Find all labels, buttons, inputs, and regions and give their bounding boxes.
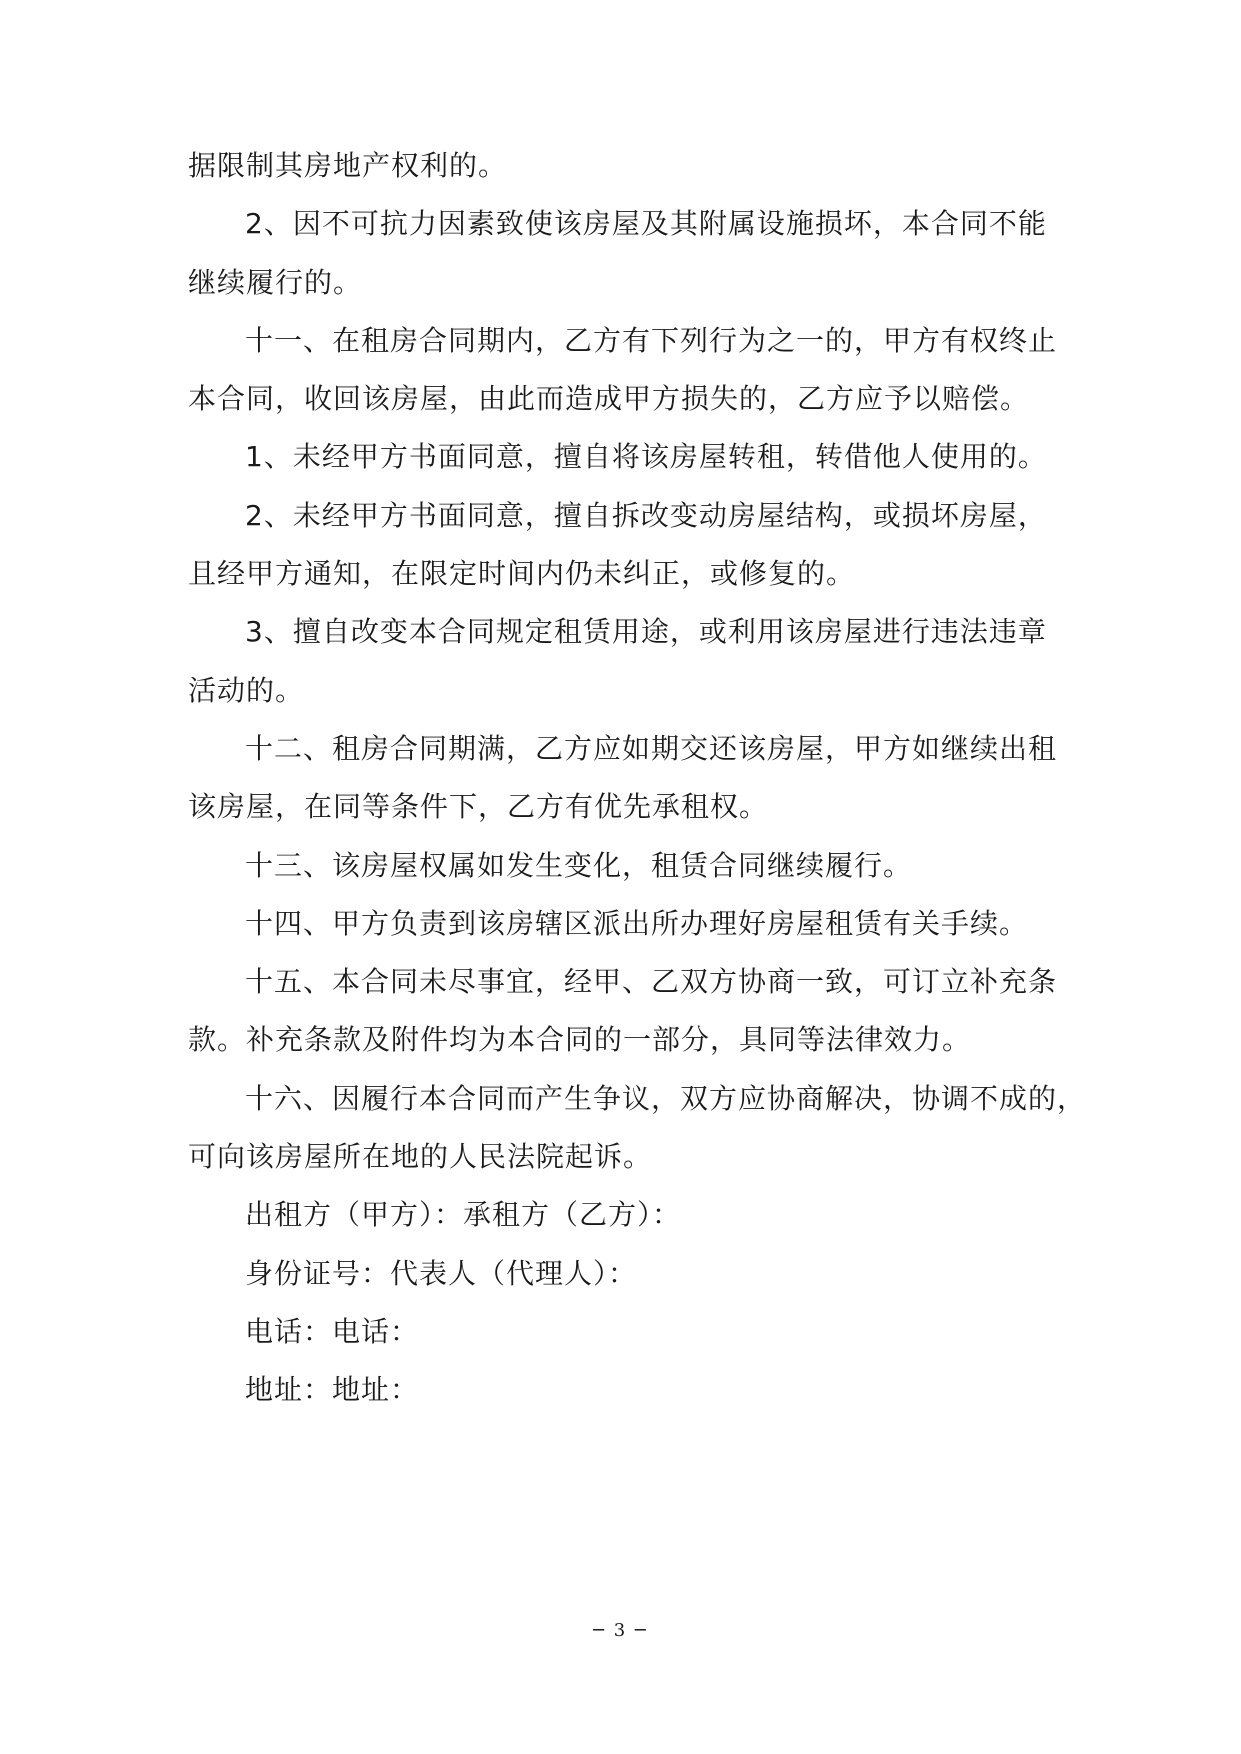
text-line: 十五、本合同未尽事宜，经甲、乙双方协商一致，可订立补充条 (245, 965, 1058, 999)
text-line: 活动的。 (188, 673, 305, 707)
signature-field-lessor: 出租方（甲方）：承租方（乙方）： (245, 1198, 682, 1232)
text-line: 继续履行的。 (188, 265, 363, 299)
text-line: 十一、在租房合同期内，乙方有下列行为之一的，甲方有权终止 (245, 323, 1058, 357)
text-line: 可向该房屋所在地的人民法院起诉。 (188, 1140, 653, 1174)
text-line: 2、因不可抗力因素致使该房屋及其附属设施损坏，本合同不能 (245, 207, 1047, 241)
text-line: 且经甲方通知，在限定时间内仍未纠正，或修复的。 (188, 557, 856, 591)
text-line: 2、未经甲方书面同意，擅自拆改变动房屋结构，或损坏房屋， (245, 498, 1047, 532)
text-line: 1、未经甲方书面同意，擅自将该房屋转租，转借他人使用的。 (245, 440, 1047, 474)
text-line: 十三、该房屋权属如发生变化，租赁合同继续履行。 (245, 848, 913, 882)
text-line: 十二、租房合同期满，乙方应如期交还该房屋，甲方如继续出租 (245, 731, 1058, 765)
text-line: 据限制其房地产权利的。 (188, 149, 508, 182)
signature-field-phone: 电话：电话： (245, 1314, 420, 1348)
text-line: 款。补充条款及附件均为本合同的一部分，具同等法律效力。 (188, 1023, 972, 1057)
signature-field-id: 身份证号：代表人（代理人）： (245, 1256, 638, 1290)
document-body (188, 147, 1087, 1430)
text-line: 3、擅自改变本合同规定租赁用途，或利用该房屋进行违法违章 (245, 615, 1047, 649)
text-line: 十四、甲方负责到该房辖区派出所办理好房屋租赁有关手续。 (245, 906, 1029, 940)
text-line: 本合同，收回该房屋，由此而造成甲方损失的，乙方应予以赔偿。 (188, 382, 1030, 416)
text-line: 该房屋，在同等条件下，乙方有优先承租权。 (188, 790, 769, 824)
signature-field-address: 地址：地址： (245, 1373, 420, 1407)
text-line: 十六、因履行本合同而产生争议，双方应协商解决，协调不成的， (245, 1081, 1087, 1115)
page-number: ─ 3 ─ (593, 1620, 648, 1641)
